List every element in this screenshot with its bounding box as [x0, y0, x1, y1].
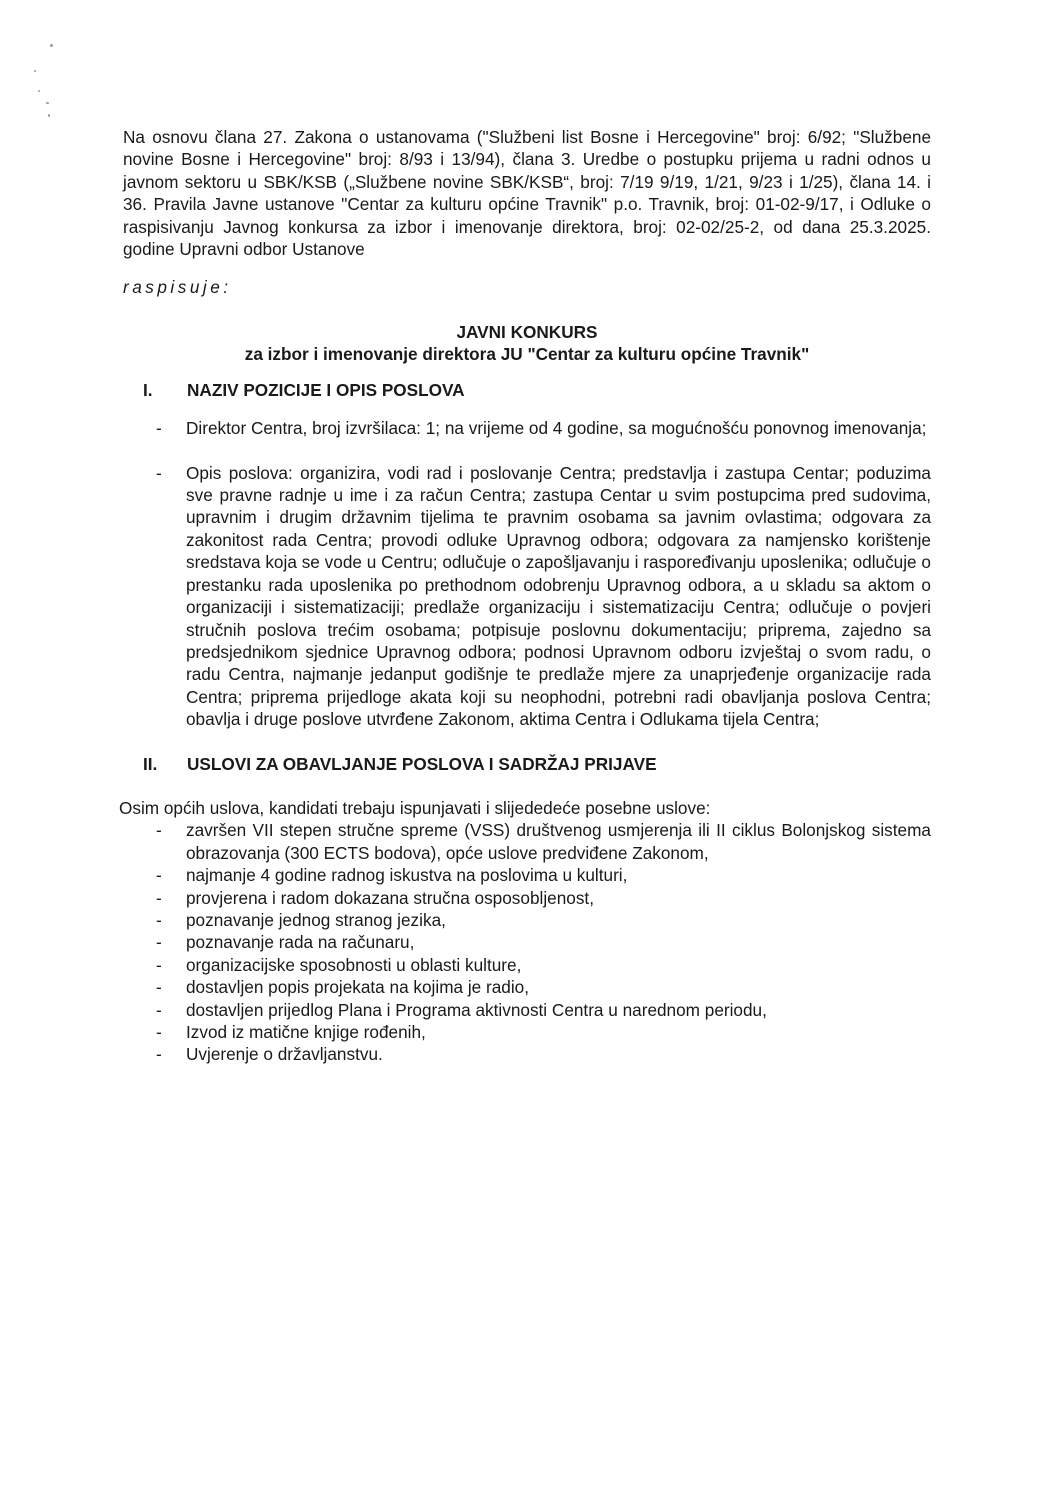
section-2-number: II.: [143, 753, 158, 774]
list-item-text: provjerena i radom dokazana stručna osposobljenost,: [186, 887, 594, 908]
dash-marker: -: [156, 977, 162, 998]
section-1-list: [123, 417, 931, 730]
section-2-title: USLOVI ZA OBAVLJANJE POSLOVA I SADRŽAJ PRIJAVE: [187, 753, 657, 774]
section-2-intro: Osim općih uslova, kandidati trebaju ispunjavati i slijededeće posebne uslove:: [119, 797, 711, 818]
list-item-text: završen VII stepen stručne spreme (VSS) društvenog usmjerenja ili II ciklus Bolonjskog sistema obrazovanja (300 ECTS bodova), opće uslove predviđene Zakonom,: [186, 820, 931, 863]
document-page: [119, 126, 931, 1066]
list-item-text: poznavanje jednog stranog jezika,: [186, 909, 446, 930]
dash-marker: -: [156, 865, 162, 886]
dash-marker: -: [156, 1044, 162, 1065]
list-item: [123, 462, 931, 731]
dash-marker: -: [156, 932, 162, 953]
list-item: [123, 887, 931, 909]
list-item-text: Direktor Centra, broj izvršilaca: 1; na vrijeme od 4 godine, sa mogućnošću ponovnog imenovanja;: [186, 418, 927, 439]
intro-paragraph: Na osnovu člana 27. Zakona o ustanovama ("Službeni list Bosne i Hercegovine" broj: 6/92; "Službene novine Bosne i Hercegovine" broj: 8/93 i 13/94), člana 3. Uredbe o postupku prijema u radni odnos u javnom sektoru u SBK/KSB („Službene novine SBK/KSB“, broj: 7/19 9/19, 1/21, 9/23 i 1/25), člana 14. i 36. Pravila Javne ustanove "Centar za kulturu općine Travnik" p.o. Travnik, broj: 01-02-9/17, i Odluke o raspisivanju Javnog konkursa za izbor i imenovanje direktora, broj: 02-02/25-2, od dana 25.3.2025. godine Upravni odbor Ustanove: [123, 127, 931, 260]
scan-specks: [20, 30, 60, 130]
section-1-number: I.: [143, 379, 153, 400]
section-2-list: [123, 819, 931, 1065]
list-item: [123, 909, 931, 931]
list-item-text: organizacijske sposobnosti u oblasti kulture,: [186, 954, 522, 975]
section-1-heading: [123, 379, 931, 401]
section-1-title: NAZIV POZICIJE I OPIS POSLOVA: [187, 379, 465, 400]
list-item-text: dostavljen popis projekata na kojima je radio,: [186, 977, 529, 998]
document-title: [123, 321, 931, 365]
title-line-2: za izbor i imenovanje direktora JU "Centar za kulturu općine Travnik": [244, 343, 810, 364]
list-item: [123, 954, 931, 976]
dash-marker: -: [156, 418, 162, 439]
dash-marker: -: [156, 1022, 162, 1042]
list-item: [123, 1021, 931, 1043]
list-item-text: poznavanje rada na računaru,: [186, 932, 415, 953]
list-item: [123, 417, 931, 439]
list-item-text: Izvod iz matične knjige rođenih,: [186, 1022, 426, 1042]
dash-marker: -: [156, 954, 162, 975]
list-item-text: Opis poslova: organizira, vodi rad i poslovanje Centra; predstavlja i zastupa Centar; poduzima sve pravne radnje u ime i za račun Centra; zastupa Centar u svim postupcima pred sudovima, upravnim i drugim državnim tijelima te pravnim osobama sa javnim ovlastima; odgovara za zakonitost rada Centra; provodi odluke Upravnog odbora; odgovara za namjensko korištenje sredstava koja se vode u Centru; odlučuje o zapošljavanju i raspoređivanju uposlenika; odlučuje o prestanku rada uposlenika po prethodnom odobrenju Upravnog odbora, a u skladu sa aktom o organizaciji i sistematizaciji; predlaže organizaciju i sistematizaciju Centra; odlučuje o povjeri stručnih poslova trećim osobama; potpisuje poslovnu dokumentaciju; priprema, zajedno sa predsjednikom sjednice Upravnog odbora; podnosi Upravnom odboru izvještaj o svom radu, o radu Centra, najmanje jedanput godišnje te predlaže mjere za unaprjeđenje organizacije rada Centra; priprema prijedloge akata koji su neophodni, potrebni radi obavljanja poslova Centra; obavlja i druge poslove utvrđene Zakonom, aktima Centra i Odlukama tijela Centra;: [186, 462, 931, 730]
list-item: [123, 1043, 931, 1065]
list-item: [123, 864, 931, 886]
dash-marker: -: [156, 462, 162, 483]
list-item: [123, 999, 931, 1021]
list-item: [123, 931, 931, 953]
list-item: [123, 976, 931, 998]
list-item-text: Uvjerenje o državljanstvu.: [186, 1044, 383, 1065]
raspisuje-label: raspisuje:: [123, 277, 232, 298]
list-item: [123, 819, 931, 864]
title-line-1: JAVNI KONKURS: [456, 321, 598, 342]
dash-marker: -: [156, 887, 162, 908]
dash-marker: -: [156, 820, 162, 841]
list-item-text: najmanje 4 godine radnog iskustva na poslovima u kulturi,: [186, 865, 628, 886]
dash-marker: -: [156, 909, 162, 930]
section-2-heading: [123, 753, 931, 775]
list-item-text: dostavljen prijedlog Plana i Programa aktivnosti Centra u narednom periodu,: [186, 999, 767, 1020]
dash-marker: -: [156, 999, 162, 1020]
